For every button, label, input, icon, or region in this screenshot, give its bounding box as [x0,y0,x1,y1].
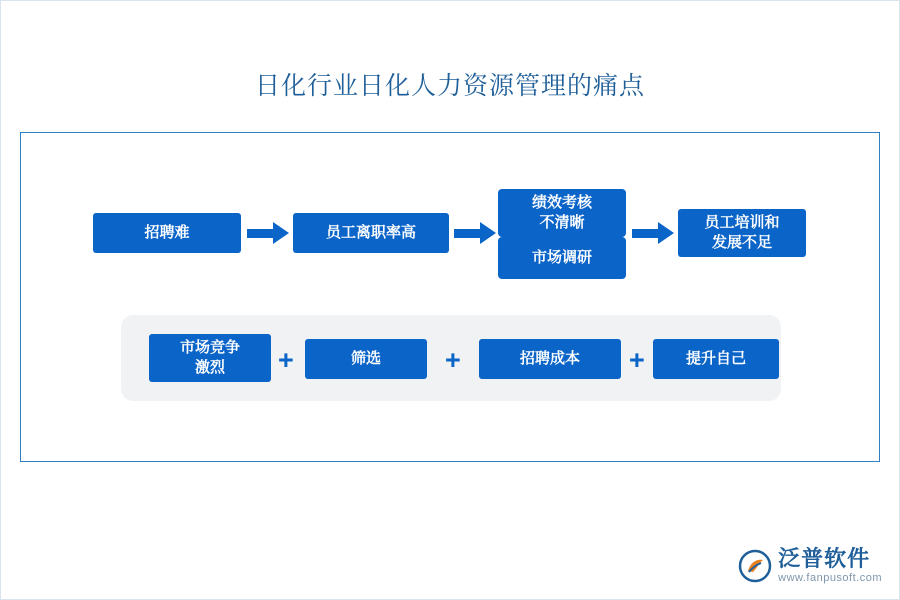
brand-text [778,548,882,584]
summary-node-screening [305,339,427,379]
flow-node-recruit-hard [93,213,241,253]
flow-node-market-research [498,237,626,279]
arrow-head [273,222,289,244]
arrow-head [480,222,496,244]
flow-row [21,161,881,291]
page-title: 日化行业日化人力资源管理的痛点 [254,72,645,100]
flow-node-kpi [498,189,626,237]
brand-name: 泛普软件 [778,546,871,571]
arrow-kpi-to-training [632,227,674,239]
arrow-recruit-to-turnover [247,227,289,239]
arrow-head [658,222,674,244]
summary-node-label: 市场竞争 激烈 [179,339,240,376]
flow-node-turnover [293,213,449,253]
flow-node-label: 绩效考核 不清晰 [531,194,592,231]
flow-node-label: 招聘难 [144,224,190,241]
flow-node-training [678,209,806,257]
summary-node-self-improve [653,339,779,379]
arrow-shaft [247,229,273,238]
diagram-card [20,132,880,462]
summary-node-label: 招聘成本 [519,350,580,367]
summary-node-cost [479,339,621,379]
summary-node-label: 提升自己 [685,350,746,367]
plus-separator: + [445,345,461,375]
flow-node-label: 员工培训和 发展不足 [704,214,780,251]
summary-node-label: 筛选 [350,350,381,367]
summary-band [121,315,781,401]
brand-url: www.fanpusoft.com [778,572,882,584]
brand-logo [738,548,882,584]
arrow-turnover-to-kpi [454,227,496,239]
arrow-shaft [454,229,480,238]
flow-node-label: 员工离职率高 [325,224,416,241]
flow-node-label: 市场调研 [531,249,592,266]
fanpu-logo-icon [738,549,772,583]
plus-separator: + [278,345,294,375]
summary-node-competition [149,334,271,382]
plus-separator: + [629,345,645,375]
arrow-shaft [632,229,658,238]
